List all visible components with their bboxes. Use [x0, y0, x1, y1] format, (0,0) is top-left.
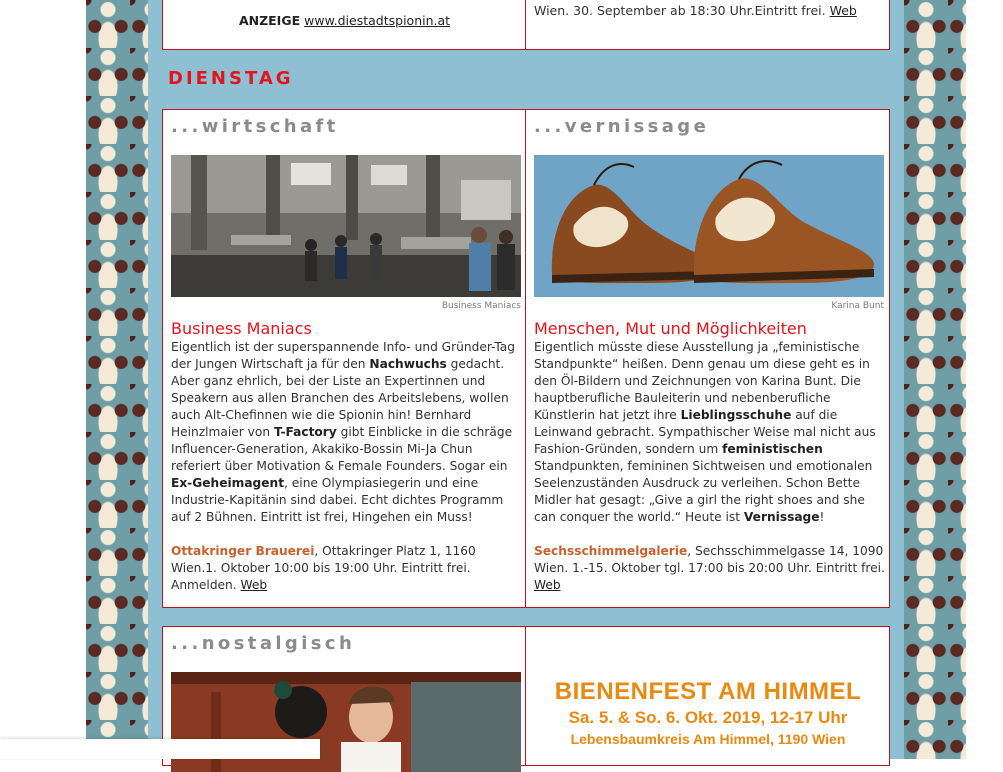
desc-emphasis-1: Lieblingsschuhe	[680, 408, 792, 422]
shoes-painting-photo[interactable]	[534, 155, 884, 297]
business-maniacs-photo[interactable]	[171, 155, 521, 297]
event-details: , Ottakringer Platz 1, 1160 Wien.1. Oktober 10:00 bis 19:00 Uhr. Eintritt frei. Anmelden.	[171, 544, 476, 592]
photo-caption: Business Maniacs	[441, 301, 521, 311]
day-heading: DIENSTAG	[168, 68, 294, 89]
event-details: , Sechsschimmelgasse 14, 1090 Wien. 1.-15. Oktober tgl. 17:00 bis 20:00 Uhr. Eintritt frei.	[534, 544, 885, 575]
ad-label: ANZEIGE	[238, 13, 301, 28]
desc-part-2: auf die Leinwand gebracht. Sympathischer Weise mal nicht aus Fashion-Gründen, sondern um	[534, 408, 876, 456]
bienenfest-line-2: Sa. 5. & So. 6. Okt. 2019, 12-17 Uhr	[568, 708, 848, 727]
bienenfest-card	[525, 626, 890, 766]
venue-name: Ottakringer Brauerei	[171, 544, 315, 558]
venue-name: Sechsschimmelgalerie	[534, 544, 688, 558]
hall-image	[171, 155, 521, 297]
top-right-text-line	[534, 3, 857, 18]
top-left-card	[162, 0, 527, 50]
desc-emphasis-1: Nachwuchs	[369, 357, 447, 371]
desc-emphasis-3: Vernissage	[743, 510, 820, 524]
vernissage-card	[525, 109, 890, 608]
event-title-menschen-mut[interactable]: Menschen, Mut und Möglichkeiten	[534, 319, 807, 338]
desc-part-4: !	[819, 510, 825, 524]
event-title-business-maniacs[interactable]: Business Maniacs	[171, 319, 312, 338]
top-right-text: Wien. 30. September ab 18:30 Uhr.Eintritt frei.	[534, 3, 826, 18]
desc-emphasis-2: T-Factory	[273, 425, 337, 439]
event-description	[534, 339, 886, 526]
desc-part-1: Eigentlich müsste diese Ausstellung ja „feministische Standpunkte“ heißen. Denn genau um diese geht es in den Öl-Bildern und Zeichnungen von Karina Bunt. Die hauptberufliche Bauleiterin und nebenberufliche Künstlerin hat jetzt ihre	[534, 340, 870, 422]
bienenfest-line-3: Lebensbaumkreis Am Himmel, 1190 Wien	[570, 731, 846, 747]
newsletter-content	[148, 0, 904, 759]
ad-link[interactable]: www.diestadtspionin.at	[304, 13, 451, 28]
desc-part-3: Standpunkten, femininen Sichtweisen und emotionalen Seelenzuständen Ausdruck zu verleihen. Schon Bette Midler hat gesagt: „Give a girl the right shoes and she can conquer the world.“ Heute ist	[534, 459, 873, 524]
bienenfest-line-1: BIENENFEST AM HIMMEL	[554, 678, 862, 705]
web-link[interactable]: Web	[534, 578, 561, 592]
event-info	[171, 543, 523, 594]
ad-line	[163, 13, 526, 28]
section-heading-vernissage: ...vernissage	[534, 116, 710, 137]
section-heading-nostalgisch: ...nostalgisch	[171, 633, 356, 654]
photo-caption: Karina Bunt	[831, 301, 884, 311]
ornament-pattern-right	[904, 0, 966, 759]
desc-part-4: , eine Olympiasiegerin und eine Industrie-Kapitänin sind dabei. Echt dichtes Programm auf 2 Bühnen. Eintritt ist frei, Hingehen ein Muss!	[171, 476, 504, 524]
top-right-card	[525, 0, 890, 50]
web-link[interactable]: Web	[240, 578, 268, 592]
desc-emphasis-3: Ex-Geheimagent	[171, 476, 285, 490]
top-right-web-link[interactable]: Web	[829, 3, 857, 18]
event-description	[171, 339, 523, 526]
event-info	[534, 543, 886, 594]
shoes-image	[534, 155, 884, 297]
desc-part-3: gibt Einblicke in die schräge Influencer-Generation, Akakiko-Bossin Mi-Ja Chun referiert über Motivation & Female Founders. Sogar ein	[171, 425, 513, 473]
bienenfest-banner[interactable]	[534, 677, 882, 749]
section-heading-wirtschaft: ...wirtschaft	[171, 116, 339, 137]
desc-part-2: gedacht. Aber ganz ehrlich, bei der Liste an Expertinnen und Speakern aus allen Branchen des Arbeitslebens, wollen auch Alt-Chefinnen wie die Spionin hin! Bernhard Heinzlmaier von	[171, 357, 509, 439]
desc-emphasis-2: feministischen	[722, 442, 823, 456]
wirtschaft-card	[162, 109, 527, 608]
ornament-pattern-left	[86, 0, 148, 759]
desc-part-1: Eigentlich ist der superspannende Info- und Gründer-Tag der Jungen Wirtschaft ja für den	[171, 340, 515, 371]
bottom-overlay-strip	[0, 739, 320, 759]
